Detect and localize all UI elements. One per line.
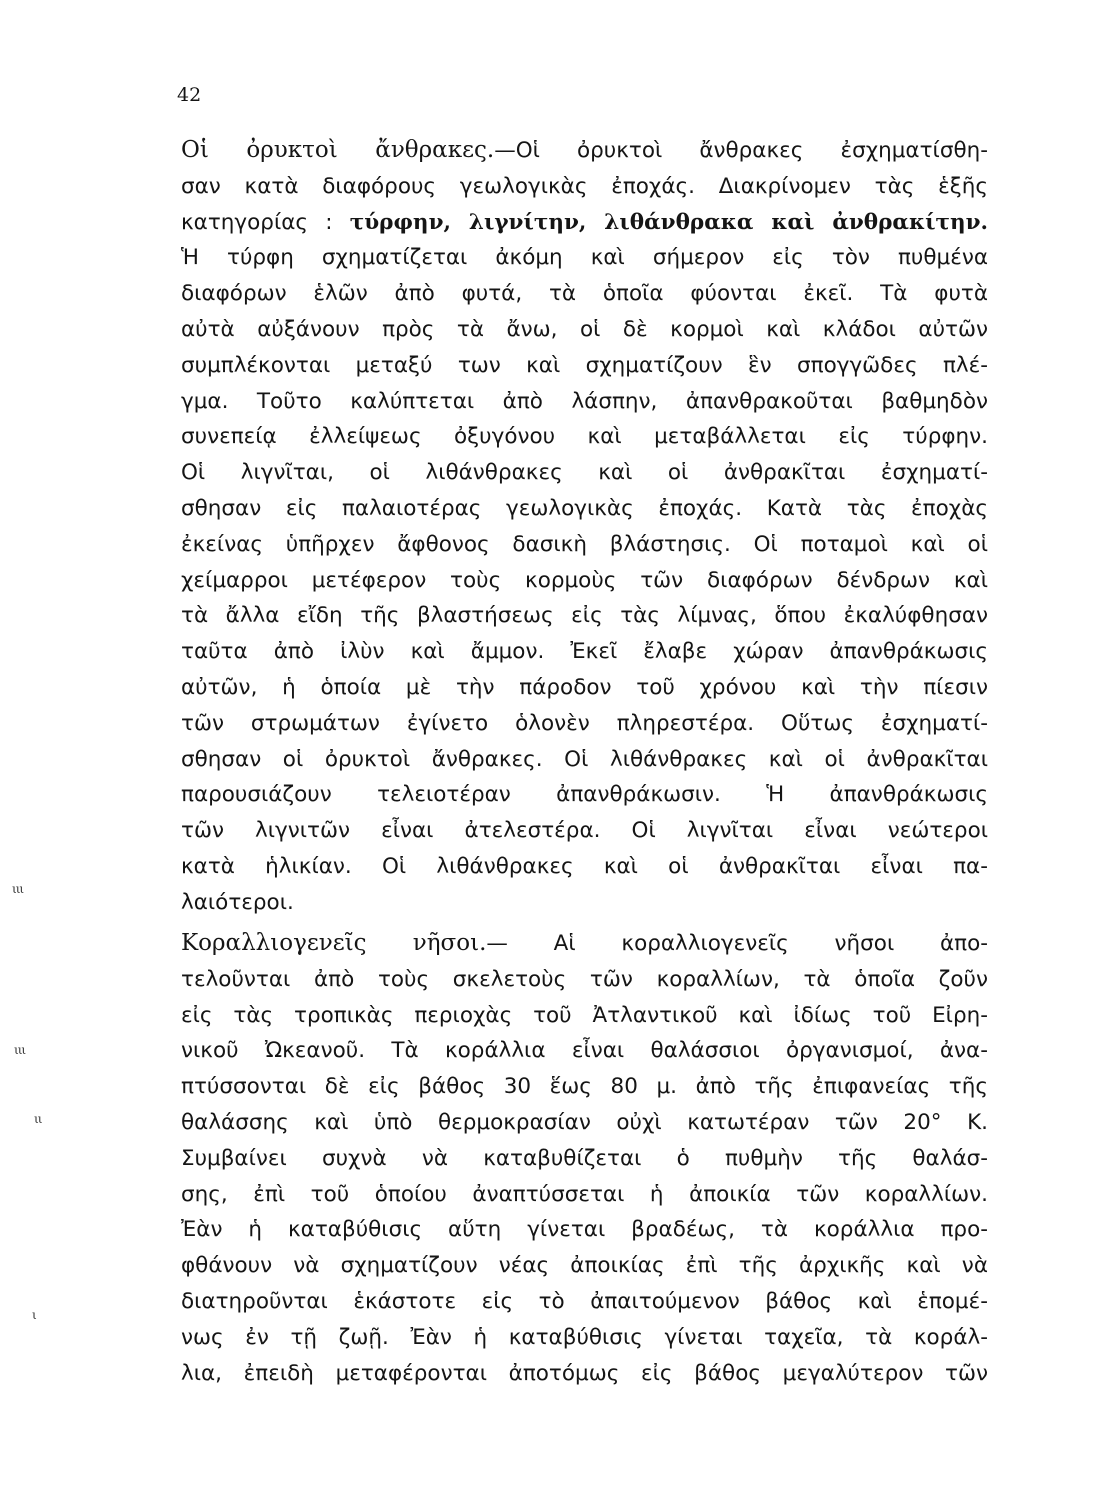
margin-mark: ιιι bbox=[12, 882, 24, 896]
text-line: σης, ἐπὶ τοῦ ὁποίου ἀναπτύσσεται ἡ ἀποικία τῶν κοραλλίων. bbox=[181, 1181, 988, 1207]
section-heading: Κοραλλιογενεῖς νῆσοι. bbox=[181, 930, 487, 956]
text-line: αὐτὰ αὐξάνουν πρὸς τὰ ἄνω, οἱ δὲ κορμοὶ καὶ κλάδοι αὐτῶν bbox=[181, 316, 988, 342]
text-line: θαλάσσης καὶ ὑπὸ θερμοκρασίαν οὐχὶ κατωτέραν τῶν 20° Κ. bbox=[181, 1109, 988, 1135]
text-line: λια, ἐπειδὴ μεταφέρονται ἀποτόμως εἰς βάθος μεγαλύτερον τῶν bbox=[181, 1360, 988, 1386]
section-heading: Οἱ ὀρυκτοὶ ἄνθρακες. bbox=[181, 137, 495, 163]
text-line: σθησαν οἱ ὀρυκτοὶ ἄνθρακες. Οἱ λιθάνθρακες καὶ οἱ ἀνθρακῖται bbox=[181, 746, 988, 772]
text-line: Ἡ τύρφη σχηματίζεται ἀκόμη καὶ σήμερον εἰς τὸν πυθμένα bbox=[181, 245, 988, 271]
text-line: λαιότεροι. bbox=[181, 889, 294, 915]
text-line: νικοῦ Ὠκεανοῦ. Τὰ κοράλλια εἶναι θαλάσσιοι ὀργανισμοί, ἀνα- bbox=[181, 1038, 988, 1064]
text-line: Συμβαίνει συχνὰ νὰ καταβυθίζεται ὁ πυθμὴν τῆς θαλάσ- bbox=[181, 1145, 988, 1171]
text-line: αὐτῶν, ἡ ὁποία μὲ τὴν πάροδον τοῦ χρόνου καὶ τὴν πίεσιν bbox=[181, 674, 988, 700]
text-line: τῶν στρωμάτων ἐγίνετο ὁλονὲν πληρεστέρα. Οὕτως ἐσχηματί- bbox=[181, 710, 988, 736]
text-line: τῶν λιγνιτῶν εἶναι ἀτελεστέρα. Οἱ λιγνῖται εἶναι νεώτεροι bbox=[181, 818, 988, 844]
text-line: σαν κατὰ διαφόρους γεωλογικὰς ἐποχάς. Διακρίνομεν τὰς ἑξῆς bbox=[181, 173, 988, 199]
section-heading-line bbox=[181, 133, 988, 169]
text-line: παρουσιάζουν τελειοτέραν ἀπανθράκωσιν. Ἡ ἀπανθράκωσις bbox=[181, 782, 988, 808]
text-line: Οἱ λιγνῖται, οἱ λιθάνθρακες καὶ οἱ ἀνθρακῖται ἐσχηματί- bbox=[181, 460, 988, 486]
text-line: —Οἱ ὀρυκτοὶ ἄνθρακες ἐσχηματίσθη- bbox=[494, 138, 988, 163]
text-line: φθάνουν νὰ σχηματίζουν νέας ἀποικίας ἐπὶ τῆς ἀρχικῆς καὶ νὰ bbox=[181, 1253, 988, 1279]
text-line: — Αἱ κοραλλιογενεῖς νῆσοι ἀπο- bbox=[486, 931, 988, 956]
text-line: εἰς τὰς τροπικὰς περιοχὰς τοῦ Ἀτλαντικοῦ καὶ ἰδίως τοῦ Εἰρη- bbox=[181, 1002, 988, 1028]
text-line: ἐκείνας ὑπῆρχεν ἄφθονος δασικὴ βλάστησις. Οἱ ποταμοὶ καὶ οἱ bbox=[181, 531, 988, 557]
text-line: κατὰ ἡλικίαν. Οἱ λιθάνθρακες καὶ οἱ ἀνθρακῖται εἶναι πα- bbox=[181, 853, 988, 879]
text-line: διατηροῦνται ἑκάστοτε εἰς τὸ ἀπαιτούμενον βάθος καὶ ἑπομέ- bbox=[181, 1288, 988, 1314]
text-line: διαφόρων ἑλῶν ἀπὸ φυτά, τὰ ὁποῖα φύονται ἐκεῖ. Τὰ φυτὰ bbox=[181, 281, 988, 307]
page-number: 42 bbox=[177, 84, 202, 106]
text-line: χείμαρροι μετέφερον τοὺς κορμοὺς τῶν διαφόρων δένδρων καὶ bbox=[181, 567, 988, 593]
text-line: συμπλέκονται μεταξύ των καὶ σχηματίζουν ἓν σπογγῶδες πλέ- bbox=[181, 352, 988, 378]
text-fragment: κατηγορίας : bbox=[181, 209, 333, 235]
text-line: πτύσσονται δὲ εἰς βάθος 30 ἕως 80 μ. ἀπὸ τῆς ἐπιφανείας τῆς bbox=[181, 1074, 988, 1100]
section-coral-islands bbox=[181, 926, 988, 1391]
text-line bbox=[181, 205, 988, 241]
text-line: τελοῦνται ἀπὸ τοὺς σκελετοὺς τῶν κοραλλίων, τὰ ὁποῖα ζοῦν bbox=[181, 966, 988, 992]
margin-mark: ιι bbox=[34, 1112, 42, 1126]
coal-categories: τύρφην, λιγνίτην, λιθάνθρακα καὶ ἀνθρακίτην. bbox=[349, 209, 988, 235]
section-fossil-coals bbox=[181, 133, 988, 921]
text-line: Ἐὰν ἡ καταβύθισις αὕτη γίνεται βραδέως, τὰ κοράλλια προ- bbox=[181, 1217, 988, 1243]
margin-mark: ι bbox=[32, 1308, 36, 1322]
margin-marks bbox=[0, 0, 60, 1500]
text-line: νως ἐν τῇ ζωῇ. Ἐὰν ἡ καταβύθισις γίνεται ταχεῖα, τὰ κοράλ- bbox=[181, 1324, 988, 1350]
text-line: συνεπείᾳ ἐλλείψεως ὀξυγόνου καὶ μεταβάλλεται εἰς τύρφην. bbox=[181, 424, 988, 450]
section-heading-line bbox=[181, 926, 988, 962]
text-line: σθησαν εἰς παλαιοτέρας γεωλογικὰς ἐποχάς. Κατὰ τὰς ἐποχὰς bbox=[181, 495, 988, 521]
text-line: ταῦτα ἀπὸ ἰλὺν καὶ ἄμμον. Ἐκεῖ ἔλαβε χώραν ἀπανθράκωσις bbox=[181, 639, 988, 665]
margin-mark: ιιι bbox=[14, 1043, 26, 1057]
text-line: γμα. Τοῦτο καλύπτεται ἀπὸ λάσπην, ἀπανθρακοῦται βαθμηδὸν bbox=[181, 388, 988, 414]
text-line: τὰ ἄλλα εἴδη τῆς βλαστήσεως εἰς τὰς λίμνας, ὅπου ἐκαλύφθησαν bbox=[181, 603, 988, 629]
